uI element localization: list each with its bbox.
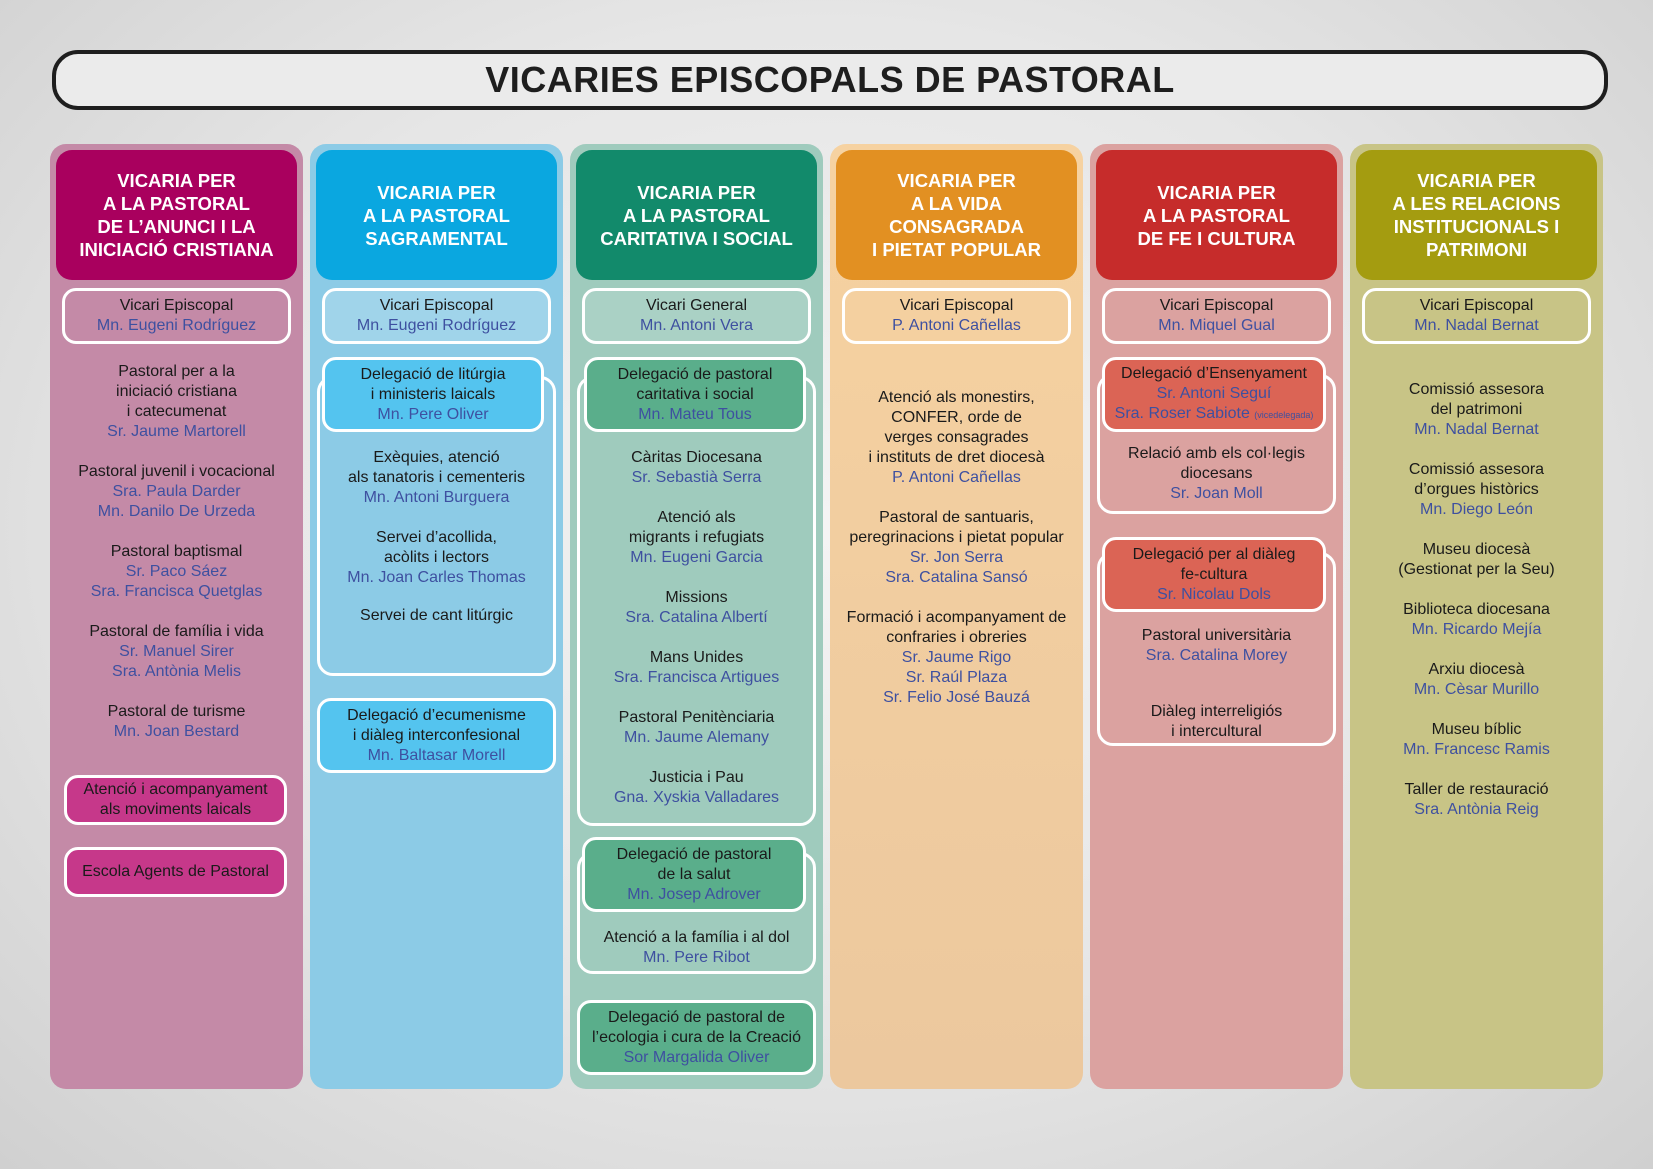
item-title: Exèquies, atenció als tanatoris i cementeris	[348, 449, 525, 486]
list-item	[310, 448, 563, 508]
vicar-role: Vicari Episcopal	[379, 297, 494, 314]
list-item	[1350, 380, 1603, 440]
title-banner	[52, 50, 1608, 110]
delegation-people: Mn. Josep Adrover	[627, 885, 761, 903]
vicar-name: Mn. Eugeni Rodríguez	[96, 317, 257, 334]
delegation-people: Sr. Nicolau Dols	[1157, 585, 1271, 603]
item-title: Pastoral universitària	[1141, 627, 1292, 644]
header-text: VICARIA PER A LA VIDA CONSAGRADA I PIETAT POPULAR	[872, 170, 1041, 260]
list-item	[570, 648, 823, 688]
vicar-box	[62, 288, 291, 344]
vicar-name: Mn. Miquel Gual	[1158, 317, 1275, 334]
item-title: Taller de restauració	[1404, 781, 1549, 798]
item-title: Pastoral baptismal	[110, 543, 243, 560]
item-people: Sr. Joan Moll	[1170, 485, 1263, 502]
list-item	[1350, 720, 1603, 760]
list-item	[570, 588, 823, 628]
item-people: Sra. Antònia Reig	[1414, 801, 1539, 818]
list-item	[1090, 444, 1343, 504]
list-item	[830, 388, 1083, 488]
delegation-box	[1102, 537, 1326, 612]
list-item	[830, 608, 1083, 708]
vicedelegate-name: Sra. Roser Sabiote	[1114, 405, 1250, 422]
list-item	[570, 448, 823, 488]
list-item	[1350, 660, 1603, 700]
item-title: Pastoral juvenil i vocacional	[78, 463, 275, 480]
item-title: Atenció als monestirs, CONFER, orde de verges consagrades i instituts de dret diocesà	[868, 389, 1045, 466]
box-title: Atenció i acompanyament als moviments laicals	[83, 781, 268, 818]
list-item	[50, 462, 303, 522]
column-vida-consagrada	[830, 144, 1083, 1089]
escola-agents-box	[64, 847, 287, 897]
vicar-role: Vicari Episcopal	[1159, 297, 1274, 314]
vicedelegate-note: (vicedelegada)	[1254, 410, 1314, 420]
list-item	[1350, 460, 1603, 520]
item-people: Sra. Catalina Albertí	[625, 609, 768, 626]
item-title: Càritas Diocesana	[631, 449, 762, 466]
item-people: Mn. Pere Ribot	[643, 949, 750, 966]
item-people: Sr. Jon Serra Sra. Catalina Sansó	[885, 549, 1028, 586]
list-item	[570, 708, 823, 748]
list-item	[1350, 780, 1603, 820]
list-item	[310, 606, 563, 626]
delegation-title: Delegació d’Ensenyament	[1121, 365, 1307, 382]
vicar-name: P. Antoni Cañellas	[892, 317, 1021, 334]
item-title: Comissió assesora del patrimoni	[1408, 381, 1545, 418]
item-title: Servei d’acollida, acòlits i lectors	[376, 529, 497, 566]
delegation-people: Mn. Baltasar Morell	[367, 746, 506, 764]
item-people: Mn. Jaume Alemany	[624, 729, 769, 746]
item-people: Sr. Sebastià Serra	[631, 469, 762, 486]
list-item	[1090, 702, 1343, 742]
list-item	[50, 702, 303, 742]
vicar-box	[842, 288, 1071, 344]
delegation-box	[317, 698, 556, 773]
delegation-box	[584, 357, 806, 432]
vicar-box	[1102, 288, 1331, 344]
item-people: Sr. Paco Sáez Sra. Francisca Quetglas	[90, 563, 263, 600]
column-header	[836, 150, 1077, 280]
delegation-people: Sor Margalida Oliver	[623, 1048, 770, 1066]
delegation-box	[1102, 357, 1326, 432]
delegation-title: Delegació de pastoral de la salut	[616, 845, 772, 883]
column-anunci	[50, 144, 303, 1089]
vicar-box	[1362, 288, 1591, 344]
item-title: Formació i acompanyament de confraries i obreries	[846, 609, 1067, 646]
list-item	[1090, 626, 1343, 666]
header-text: VICARIA PER A LA PASTORAL SAGRAMENTAL	[363, 181, 510, 249]
list-item	[1350, 600, 1603, 640]
item-people: P. Antoni Cañellas	[892, 469, 1021, 486]
vicar-box	[322, 288, 551, 344]
header-text: VICARIA PER A LA PASTORAL DE L’ANUNCI I LA INICIACIÓ CRISTIANA	[79, 170, 274, 260]
vicar-box	[582, 288, 811, 344]
vicar-name: Mn. Eugeni Rodríguez	[356, 317, 517, 334]
column-header	[1356, 150, 1597, 280]
item-title: Mans Unides	[649, 649, 744, 666]
moviments-laicals-box	[64, 775, 287, 825]
item-people: Sr. Jaume Martorell	[107, 423, 246, 440]
list-item	[1350, 540, 1603, 580]
item-title: Servei de cant litúrgic	[360, 607, 513, 624]
item-people: Sra. Catalina Morey	[1145, 647, 1288, 664]
list-item	[50, 542, 303, 602]
list-item	[830, 508, 1083, 588]
item-title: Diàleg interreligiós i intercultural	[1150, 703, 1283, 740]
item-title: Justicia i Pau	[649, 769, 744, 786]
column-relacions	[1350, 144, 1603, 1089]
column-sagramental	[310, 144, 563, 1089]
vicar-name: Mn. Antoni Vera	[640, 317, 753, 334]
list-item	[50, 362, 303, 442]
item-people: Sra. Paula Darder Mn. Danilo De Urzeda	[97, 483, 256, 520]
list-item	[570, 768, 823, 808]
item-title: Museu bíblic	[1431, 721, 1522, 738]
header-text: VICARIA PER A LES RELACIONS INSTITUCIONALS I PATRIMONI	[1392, 170, 1561, 260]
item-title: Arxiu diocesà	[1428, 661, 1525, 678]
delegation-title: Delegació de pastoral caritativa i social	[617, 365, 773, 403]
delegation-box	[582, 837, 806, 912]
item-title: Missions	[665, 589, 728, 606]
item-people: Mn. Diego León	[1420, 501, 1533, 518]
item-people: Mn. Joan Bestard	[113, 723, 240, 740]
item-people: Mn. Eugeni Garcia	[630, 549, 763, 566]
item-people: Mn. Antoni Burguera	[363, 489, 510, 506]
item-people: Sr. Manuel Sirer Sra. Antònia Melis	[112, 643, 241, 680]
column-fe-cultura	[1090, 144, 1343, 1089]
column-header	[316, 150, 557, 280]
item-title: Comissió assesora d’orgues històrics	[1408, 461, 1545, 498]
item-title: Atenció a la família i al dol	[603, 929, 790, 946]
vicar-role: Vicari Episcopal	[899, 297, 1014, 314]
item-people: Mn. Joan Carles Thomas	[347, 569, 526, 586]
box-title: Escola Agents de Pastoral	[82, 863, 269, 880]
item-title: Biblioteca diocesana	[1403, 601, 1550, 618]
item-title: Pastoral de santuaris, peregrinacions i pietat popular	[849, 509, 1064, 546]
delegation-people-2	[1105, 404, 1323, 425]
vicar-role: Vicari Episcopal	[1419, 297, 1534, 314]
column-header	[1096, 150, 1337, 280]
vicar-name: Mn. Nadal Bernat	[1414, 317, 1539, 334]
item-people: Sra. Francisca Artigues	[613, 669, 780, 686]
column-header	[576, 150, 817, 280]
column-caritativa	[570, 144, 823, 1089]
delegation-box	[322, 357, 544, 432]
delegation-title: Delegació de pastoral de l’ecologia i cura de la Creació	[592, 1008, 801, 1046]
item-people: Mn. Cèsar Murillo	[1413, 681, 1540, 698]
delegation-title: Delegació de litúrgia i ministeris laicals	[360, 365, 506, 403]
delegation-people: Mn. Mateu Tous	[638, 405, 752, 423]
delegation-people: Sr. Antoni Seguí	[1156, 385, 1272, 402]
item-people: Gna. Xyskia Valladares	[613, 789, 780, 806]
item-people: Mn. Francesc Ramis	[1403, 741, 1550, 758]
item-people: Mn. Nadal Bernat	[1414, 421, 1539, 438]
vicar-role: Vicari General	[645, 297, 748, 314]
header-text: VICARIA PER A LA PASTORAL CARITATIVA I SOCIAL	[600, 181, 793, 249]
delegation-box	[577, 1000, 816, 1075]
header-text: VICARIA PER A LA PASTORAL DE FE I CULTURA	[1137, 181, 1296, 249]
item-title: Atenció als migrants i refugiats	[628, 509, 765, 546]
list-item	[310, 528, 563, 588]
page-title: VICARIES EPISCOPALS DE PASTORAL	[485, 59, 1175, 100]
item-title: Museu diocesà (Gestionat per la Seu)	[1398, 541, 1555, 578]
item-title: Relació amb els col·legis diocesans	[1128, 445, 1305, 482]
vicar-role: Vicari Episcopal	[119, 297, 234, 314]
item-title: Pastoral de turisme	[107, 703, 246, 720]
item-title: Pastoral per a la iniciació cristiana i catecumenat	[116, 363, 237, 420]
delegation-title: Delegació per al diàleg fe-cultura	[1132, 545, 1296, 583]
item-title: Pastoral de família i vida	[89, 623, 264, 640]
list-item	[570, 928, 823, 968]
delegation-people: Mn. Pere Oliver	[377, 405, 489, 423]
list-item	[50, 622, 303, 682]
delegation-title: Delegació d’ecumenisme i diàleg interconfesional	[347, 706, 526, 744]
item-title: Pastoral Penitènciaria	[618, 709, 775, 726]
column-header	[56, 150, 297, 280]
item-people: Sr. Jaume Rigo Sr. Raúl Plaza Sr. Felio José Bauzá	[883, 649, 1030, 706]
item-people: Mn. Ricardo Mejía	[1411, 621, 1542, 638]
list-item	[570, 508, 823, 568]
